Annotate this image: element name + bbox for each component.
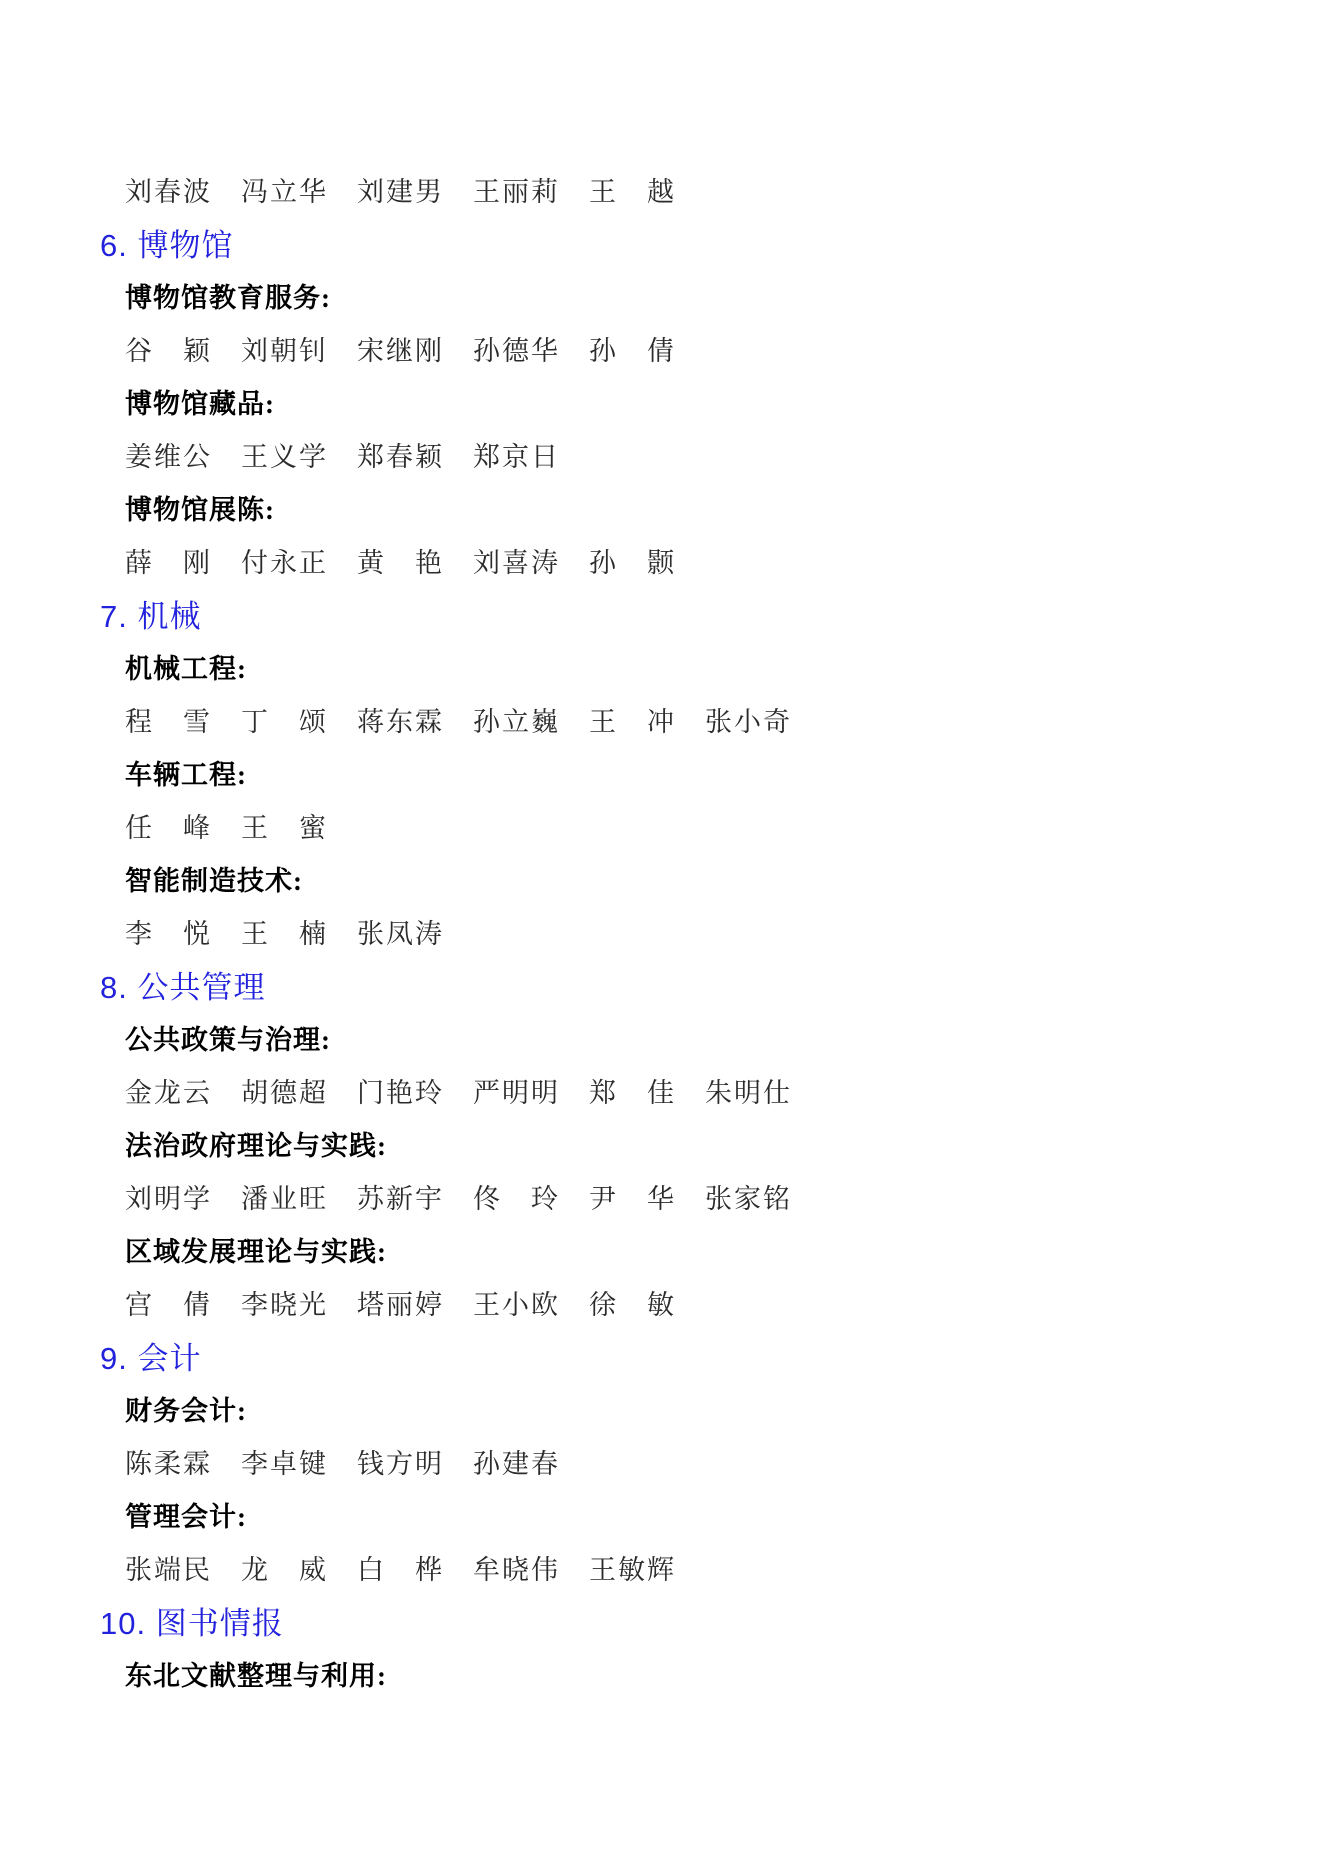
names-line: 金龙云 胡德超 门艳玲 严明明 郑 佳 朱明仕 [125,1078,792,1108]
names-line: 宫 倩 李晓光 塔丽婷 王小欧 徐 敏 [125,1290,676,1320]
names-line: 程 雪 丁 颂 蒋东霖 孙立巍 王 冲 张小奇 [125,707,792,737]
group-label: 博物馆教育服务: [125,283,331,313]
section-heading-public-admin: 8. 公共管理 [100,970,266,1005]
names-line: 姜维公 王义学 郑春颖 郑京日 [125,442,560,472]
group-label: 智能制造技术: [125,866,303,896]
group-label: 车辆工程: [125,760,247,790]
names-line: 李 悦 王 楠 张凤涛 [125,919,444,949]
group-label: 东北文献整理与利用: [125,1661,387,1691]
section-heading-accounting: 9. 会计 [100,1341,202,1376]
group-label: 博物馆展陈: [125,495,275,525]
section-heading-machinery: 7. 机械 [100,599,202,634]
section-heading-museum: 6. 博物馆 [100,228,234,263]
section-heading-library-info: 10. 图书情报 [100,1606,284,1641]
group-label: 公共政策与治理: [125,1025,331,1055]
group-label: 区域发展理论与实践: [125,1237,387,1267]
group-label: 法治政府理论与实践: [125,1131,387,1161]
names-line: 陈柔霖 李卓键 钱方明 孙建春 [125,1449,560,1479]
names-line: 谷 颖 刘朝钊 宋继刚 孙德华 孙 倩 [125,336,676,366]
group-label: 机械工程: [125,654,247,684]
group-label: 财务会计: [125,1396,247,1426]
names-line: 任 峰 王 蜜 [125,813,328,843]
names-line: 张端民 龙 威 白 桦 牟晓伟 王敏辉 [125,1555,676,1585]
names-line-continued: 刘春波 冯立华 刘建男 王丽莉 王 越 [125,177,676,207]
names-line: 刘明学 潘业旺 苏新宇 佟 玲 尹 华 张家铭 [125,1184,792,1214]
group-label: 博物馆藏品: [125,389,275,419]
names-line: 薛 刚 付永正 黄 艳 刘喜涛 孙 颢 [125,548,676,578]
group-label: 管理会计: [125,1502,247,1532]
